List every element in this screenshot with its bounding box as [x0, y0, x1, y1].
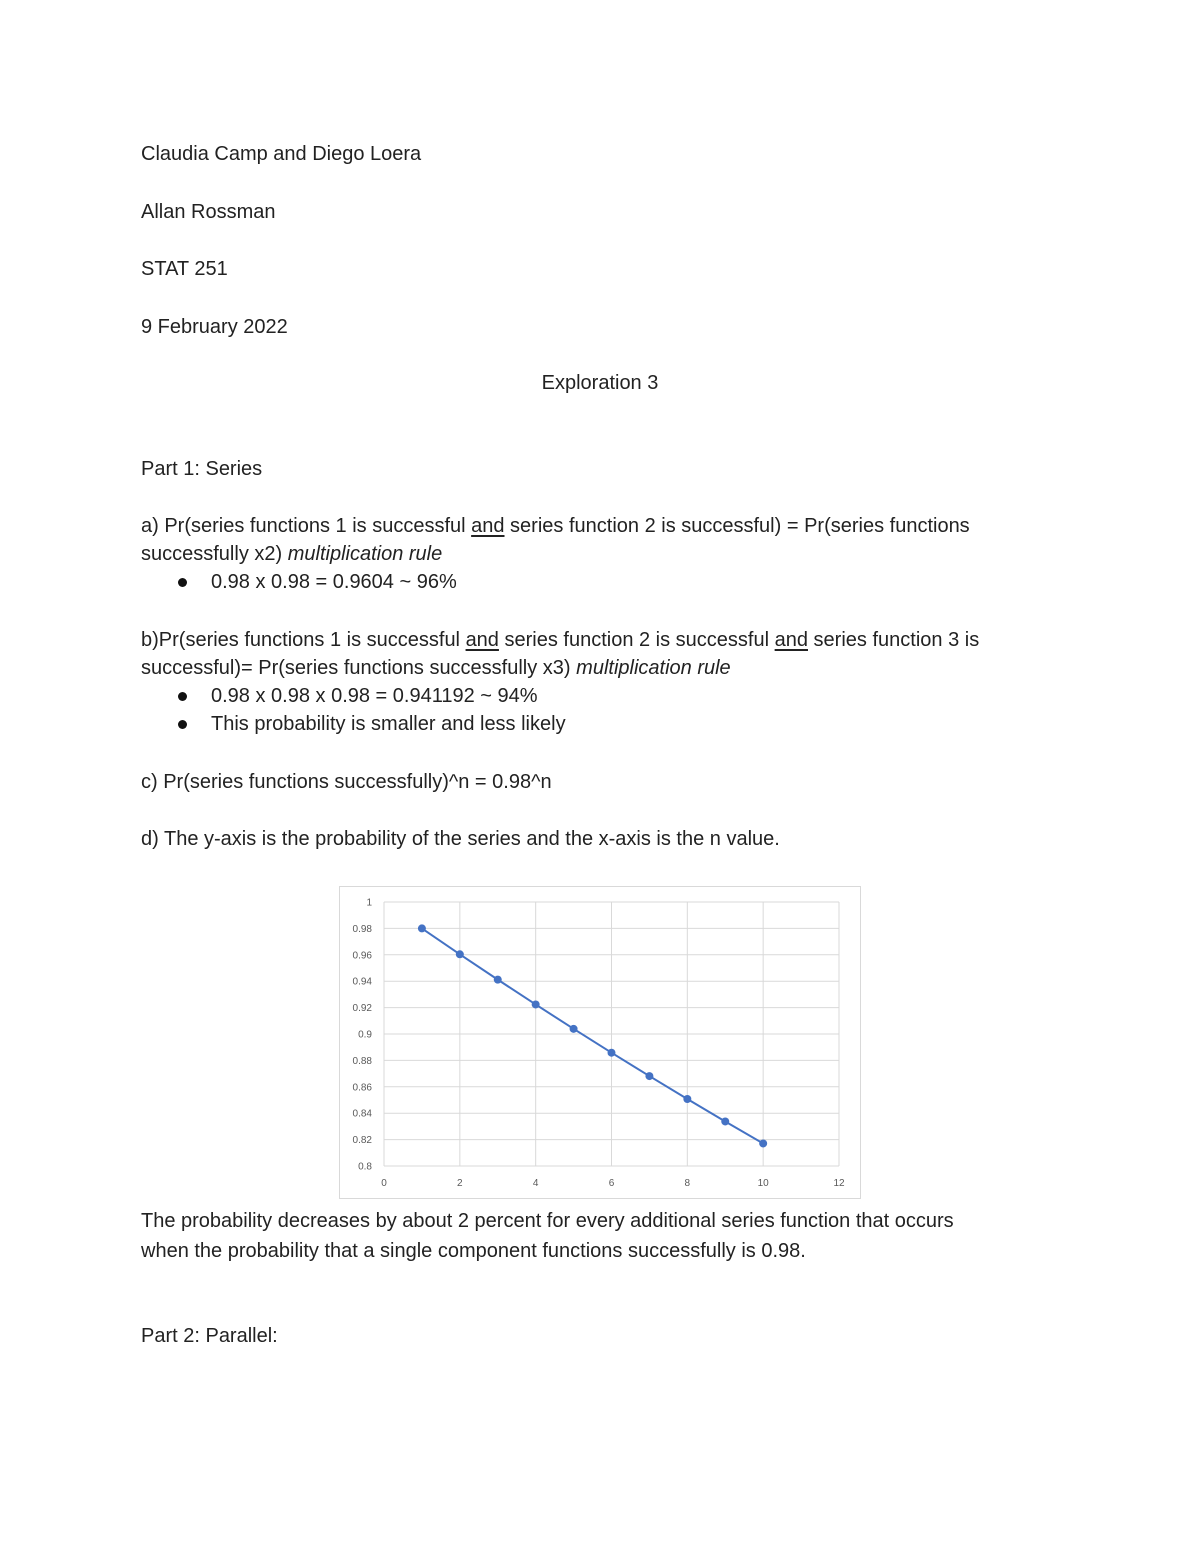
part1-a-text-start: a) Pr(series functions 1 is successful [141, 515, 472, 537]
y-tick-label: 0.8 [358, 1161, 372, 1173]
part1-b-text-start: b)Pr(series functions 1 is successful [141, 629, 466, 651]
date-line: 9 February 2022 [141, 316, 288, 338]
y-tick-label: 0.84 [352, 1108, 372, 1120]
part2-heading: Part 2: Parallel: [141, 1325, 278, 1347]
data-point [645, 1072, 653, 1080]
y-tick-label: 0.82 [352, 1135, 372, 1147]
y-tick-label: 1 [366, 897, 372, 909]
x-tick-label: 8 [684, 1178, 691, 1189]
y-tick-label: 0.92 [352, 1003, 372, 1015]
bullet-icon [178, 578, 187, 587]
course-line: STAT 251 [141, 258, 228, 280]
part1-a-rule: multiplication rule [287, 543, 443, 565]
data-point [759, 1139, 767, 1147]
data-point [532, 1000, 540, 1008]
part1-a-line1 [141, 512, 970, 540]
data-point [418, 924, 426, 932]
data-point [683, 1095, 691, 1103]
series-line [422, 928, 763, 1143]
bullet-text: This probability is smaller and less likely [211, 713, 566, 735]
data-point [494, 976, 502, 984]
part1-a-and: and [471, 515, 505, 537]
conclusion-line-1: The probability decreases by about 2 percent for every additional series function that occurs [141, 1210, 954, 1232]
x-tick-label: 10 [757, 1178, 769, 1189]
chart-svg [340, 887, 862, 1200]
x-tick-label: 4 [532, 1178, 539, 1189]
authors-line: Claudia Camp and Diego Loera [141, 143, 422, 165]
y-tick-label: 0.94 [352, 976, 372, 988]
data-point [456, 950, 464, 958]
part1-b-line2 [141, 654, 731, 682]
part1-heading: Part 1: Series [141, 458, 263, 480]
x-tick-label: 12 [833, 1178, 845, 1189]
y-tick-label: 0.9 [358, 1029, 372, 1041]
data-point [608, 1049, 616, 1057]
y-tick-label: 0.88 [352, 1055, 372, 1067]
part1-b-line2-text: successful)= Pr(series functions successfully x3) [141, 657, 577, 679]
x-tick-label: 0 [381, 1178, 387, 1189]
part1-b-and-1: and [465, 629, 499, 651]
instructor-line: Allan Rossman [141, 201, 276, 223]
y-tick-label: 0.98 [352, 923, 372, 935]
part1-a-text-end: series function 2 is successful) = Pr(series functions [504, 515, 970, 537]
bullet-text: 0.98 x 0.98 x 0.98 = 0.941192 ~ 94% [211, 685, 538, 707]
bullet-text: 0.98 x 0.98 = 0.9604 ~ 96% [211, 571, 457, 593]
probability-line-chart [339, 886, 861, 1199]
part1-b-text-mid: series function 2 is successful [498, 629, 775, 651]
part1-a-line2 [141, 540, 442, 568]
conclusion-line-2: when the probability that a single component functions successfully is 0.98. [141, 1240, 806, 1262]
y-tick-label: 0.86 [352, 1082, 372, 1094]
part1-c-line: c) Pr(series functions successfully)^n = 0.98^n [141, 771, 552, 793]
document-title: Exploration 3 [541, 372, 659, 394]
part1-a-line2-text: successfully x2) [141, 543, 288, 565]
bullet-icon [178, 692, 187, 701]
y-tick-label: 0.96 [352, 950, 372, 962]
bullet-icon [178, 720, 187, 729]
data-point [570, 1025, 578, 1033]
x-tick-label: 6 [608, 1178, 615, 1189]
part1-d-line: d) The y-axis is the probability of the series and the x-axis is the n value. [141, 828, 780, 850]
part1-b-and-2: and [774, 629, 808, 651]
x-tick-label: 2 [457, 1178, 463, 1189]
part1-b-text-end: series function 3 is [808, 629, 980, 651]
part1-b-rule: multiplication rule [576, 657, 731, 679]
data-point [721, 1117, 729, 1125]
part1-b-line1 [141, 626, 979, 654]
